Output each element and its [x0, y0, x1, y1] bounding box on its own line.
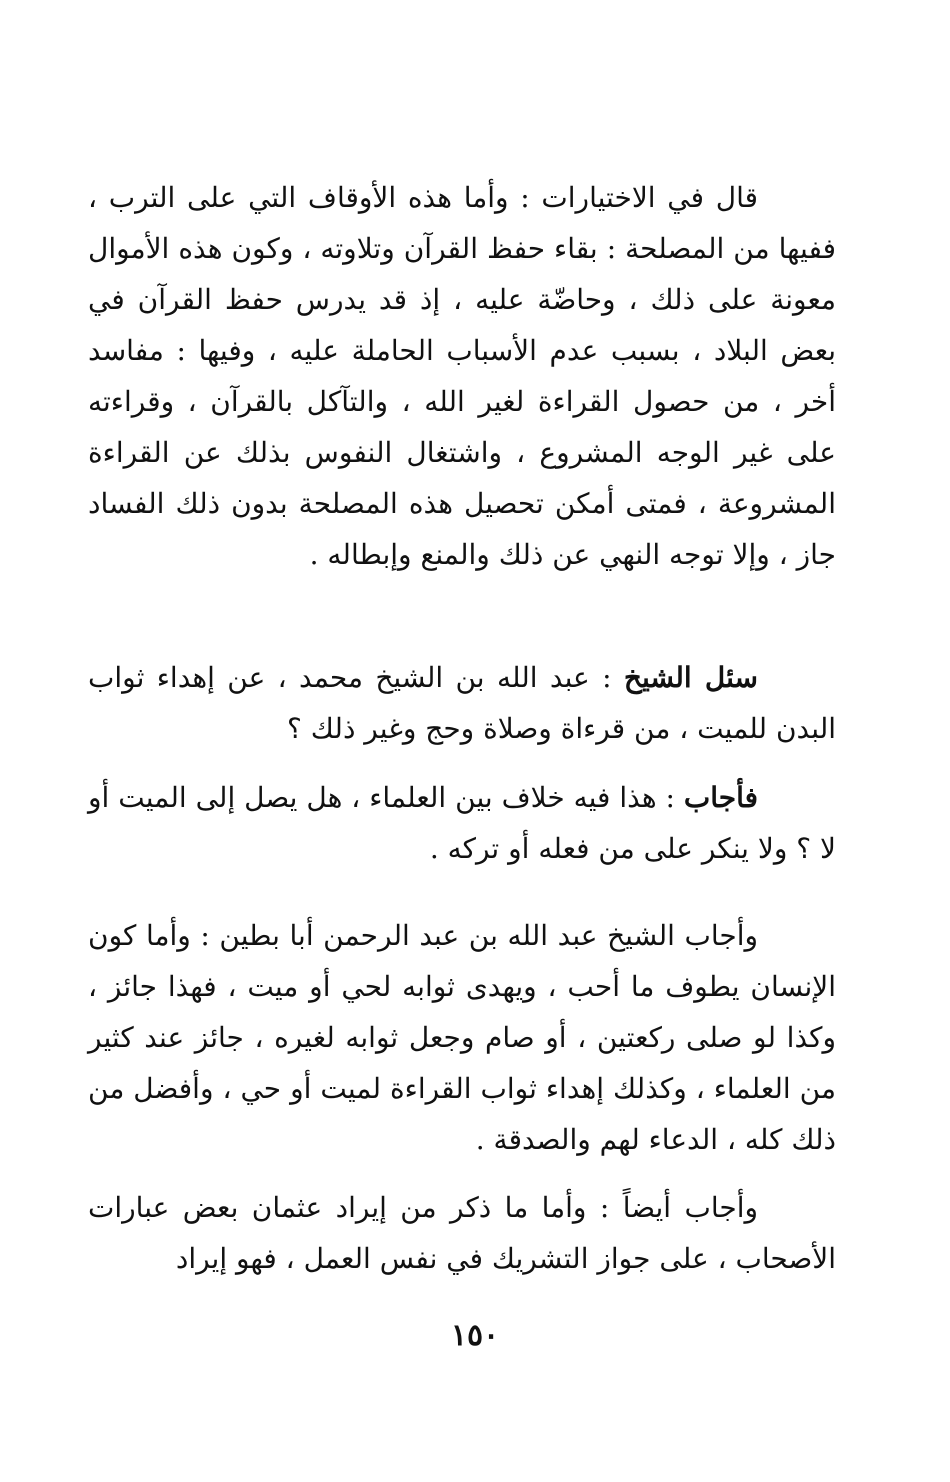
page-number: ١٥٠ [450, 1318, 500, 1353]
paragraph-question [88, 652, 836, 754]
paragraph-text: : عبد الله بن الشيخ محمد ، عن إهداء ثواب البدن للميت ، من قرءاة وصلاة وحج وغير ذلك ؟ [88, 661, 836, 745]
paragraph-aba-butain-answer [88, 910, 836, 1165]
paragraph-ikhtiyarat [88, 172, 836, 580]
answer-lead: فأجاب [683, 781, 758, 814]
paragraph-text: وأجاب أيضاً : وأما ما ذكر من إيراد عثمان بعض عبارات الأصحاب ، على جواز التشريك في نفس العمل ، فهو إيراد [88, 1191, 836, 1275]
paragraph-answer [88, 772, 836, 874]
paragraph-aba-butain-answer-2 [88, 1182, 836, 1284]
question-lead: سئل الشيخ [623, 661, 758, 694]
paragraph-text: وأجاب الشيخ عبد الله بن عبد الرحمن أبا بطين : وأما كون الإنسان يطوف ما أحب ، ويهدى ثوابه لحي أو ميت ، فهذا جائز ، وكذا لو صلى ركعتين ، أو صام وجعل ثوابه لغيره ، جائز عند كثير من العلماء ، وكذلك إهداء ثواب القراءة لميت أو حي ، وأفضل من ذلك كله ، الدعاء لهم والصدقة . [88, 919, 836, 1156]
paragraph-text: : هذا فيه خلاف بين العلماء ، هل يصل إلى الميت أو لا ؟ ولا ينكر على من فعله أو تركه . [88, 781, 836, 865]
paragraph-text: قال في الاختيارات : وأما هذه الأوقاف التي على الترب ، ففيها من المصلحة : بقاء حفظ القرآن وتلاوته ، وكون هذه الأموال معونة على ذلك ، وحاضّة عليه ، إذ قد يدرس حفظ القرآن في بعض البلاد ، بسبب عدم الأسباب الحاملة عليه ، وفيها : مفاسد أخر ، من حصول القراءة لغير الله ، والتآكل بالقرآن ، وقراءته على غير الوجه المشروع ، واشتغال النفوس بذلك عن القراءة المشروعة ، فمتى أمكن تحصيل هذه المصلحة بدون ذلك الفساد جاز ، وإلا توجه النهي عن ذلك والمنع وإبطاله . [88, 181, 836, 571]
